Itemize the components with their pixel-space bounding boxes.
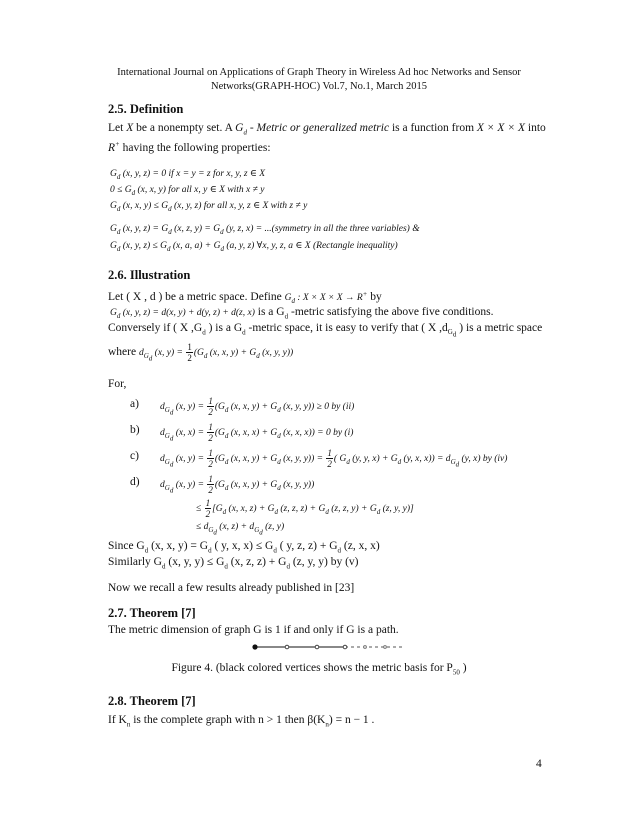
definition-intro-line1: Let X be a nonempty set. A $G_d$ - Metric or generalized metric is a function from X × X × X into (108, 122, 546, 137)
item-d-equation: $d_{G_d}$ (x, y) = $\frac{1}{2}$ ($G_d$ (x, x, $y) + G_d$ (x, y, y)) (160, 474, 315, 495)
section-2-7-title: 2.7. Theorem [7] (108, 606, 196, 620)
vertex-white (343, 645, 347, 649)
item-d-step2: ≤ $\frac{1}{2}$ [$G_d$ (x, x, $z) + G_d$ (z, z, $z) + G_d$ (z, z, $y) + G_d$ (z, y, y)] (196, 498, 414, 519)
theorem-2-7-text: The metric dimension of graph G is 1 if and only if G is a path. (108, 624, 399, 636)
page-number: 4 (536, 758, 542, 770)
property-3: $G_d$ (x, x, $y) \le G_d$ (x, y, z) for all x, y, z ∈ X with z ≠ y (110, 201, 308, 213)
illustration-line2: $G_d$ (x, y, z) = d(x, y) + d(y, z) + d(z, x) is a $G_d$ -metric satisfying the above five conditions. (110, 306, 494, 321)
figure-4-caption: Figure 4. (black colored vertices shows the metric basis for $P_{50}$ ) (171, 662, 467, 677)
property-4: $G_d$ (x, y, $z) = G_d$ (x, z, $y) = G_d$ (y, z, x) = ...(symmetry in all the three variables) & (110, 224, 420, 236)
path-graph-figure (225, 640, 415, 654)
section-2-6-title: 2.6. Illustration (108, 268, 191, 282)
theorem-2-8-text: If $K_n$ is the complete graph with n > 1 then $\beta(K_n) = n - 1$ . (108, 714, 375, 729)
property-1: $G_d$ (x, y, z) = 0 if x = y = z for x, y, z ∈ X (110, 169, 266, 181)
item-a-label: a) (130, 398, 139, 410)
illustration-line3: Conversely if ( X $,G_d$ ) is a $G_d$ -metric space, it is easy to verify that ( X $,d_{G_d}$ ) is a metric space (108, 322, 543, 339)
item-d-step3: ≤ $d_{G_d}$ (x, $z) + d_{G_d}$ (z, y) (196, 522, 285, 537)
journal-header-line2: Networks(GRAPH-HOC) Vol.7, No.1, March 2015 (210, 81, 428, 92)
item-a-equation: $d_{G_d}$ (x, y) = $\frac{1}{2}$ ($G_d$ (x, x, $y) + G_d$ (x, y, y)) ≥ 0 by (ii) (160, 396, 355, 417)
illustration-where: where $d_{G_d}$ (x, y) = $\frac{1}{2}$ ($G_d$ (x, x, $y) + G_d$ (x, y, y)) (108, 342, 294, 363)
since-line: Since $G_d$ (x, x, $y) = G_d$ ( y, x, $x) \le G_d$ ( y, z, $z) + G_d$ (z, x, x) (108, 540, 380, 555)
for-label: For, (108, 378, 127, 390)
vertex-white (364, 646, 367, 649)
section-2-8-title: 2.8. Theorem [7] (108, 694, 196, 708)
item-b-label: b) (130, 424, 140, 436)
vertex-white (384, 646, 387, 649)
journal-header-line1: International Journal on Applications of Graph Theory in Wireless Ad hoc Networks and Sensor (117, 67, 521, 78)
illustration-line1: Let ( X , d ) be a metric space. Define $G_d$ : X × X × X → R+ by (108, 290, 382, 306)
recall-line: Now we recall a few results already published in [23] (108, 582, 355, 594)
item-c-equation: $d_{G_d}$ (x, y) = $\frac{1}{2}$ ($G_d$ (x, x, $y) + G_d$ (x, y, y)) = $\frac{1}{2}$ ( $G_d$ (y, y, $x) + G_d$ (y, x, $x)) = d_{G_d}$ (y, x) by (iv) (160, 448, 508, 469)
vertex-white (315, 645, 319, 649)
similarly-line: Similarly $G_d$ (x, y, $y) \le G_d$ (x, z, $z) + G_d$ (z, y, y) by (v) (108, 556, 359, 571)
definition-intro-line2: R+ having the following properties: (108, 140, 271, 154)
section-2-5-title: 2.5. Definition (108, 102, 184, 116)
property-2: $0 \le G_d$ (x, x, y) for all x, y ∈ X with x ≠ y (110, 185, 265, 197)
item-c-label: c) (130, 450, 139, 462)
vertex-white (285, 645, 289, 649)
vertex-black (252, 644, 257, 649)
property-5: $G_d$ (x, y, $z) \le G_d$ (x, a, $a) + G_d$ (a, y, z) ∀x, y, z, a ∈ X (Rectangle inequality) (110, 241, 398, 253)
item-b-equation: $d_{G_d}$ (x, x) = $\frac{1}{2}$ ($G_d$ (x, x, $x) + G_d$ (x, x, x)) = 0 by (i) (160, 422, 354, 443)
item-d-label: d) (130, 476, 140, 488)
fraction-half: $\frac{1}{2}$ (187, 342, 192, 363)
